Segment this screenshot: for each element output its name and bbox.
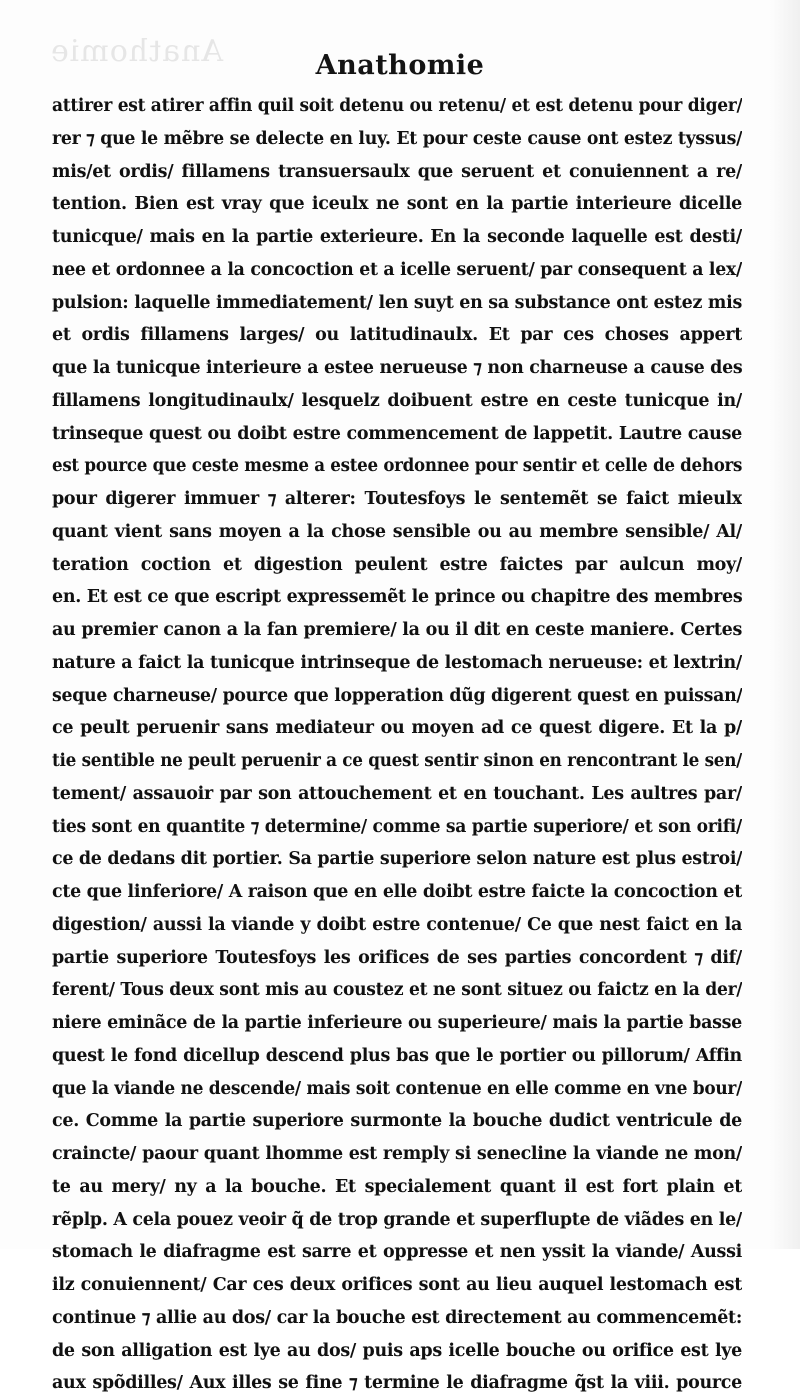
- text-line: partie superiore Toutesfoys les orifices de ses parties concordent ⁊ dif/: [52, 947, 742, 968]
- text-line: stomach le diafragme est sarre et oppresse et nen yssit la viande/ Aussi: [52, 1242, 742, 1263]
- text-line: ce peult peruenir sans mediateur ou moyen ad ce quest digere. Et la p/: [52, 718, 742, 739]
- text-line: quant vient sans moyen a la chose sensible ou au membre sensible/ Al/: [52, 521, 742, 542]
- text-line: continue ⁊ allie au dos/ car la bouche est directement au commencemẽt:: [52, 1307, 742, 1328]
- text-line: seque charneuse/ pource que lopperation dũg digerent quest en puissan/: [52, 685, 742, 706]
- text-line: est pource que ceste mesme a estee ordonnee pour sentir et celle de dehors: [52, 456, 742, 477]
- text-line: fillamens longitudinaulx/ lesquelz doibuent estre en ceste tunicque in/: [52, 390, 742, 411]
- text-line: et ordis fillamens larges/ ou latitudinaulx. Et par ces choses appert: [52, 325, 742, 346]
- text-line: ferent/ Tous deux sont mis au coustez et ne sont situez ou faictz en la der/: [52, 980, 742, 1001]
- text-line: ties sont en quantite ⁊ determine/ comme sa partie superiore/ et son orifi/: [52, 816, 742, 837]
- text-line: ilz conuiennent/ Car ces deux orifices sont au lieu auquel lestomach est: [52, 1275, 742, 1295]
- text-line: tie sentible ne peult peruenir a ce quest sentir sinon en rencontrant le sen/: [52, 751, 742, 771]
- text-line: mis/et ordis/ fillamens transuersaulx que seruent et conuiennent a re/: [52, 161, 742, 182]
- text-line: nee et ordonnee a la concoction et a icelle seruent/ par consequent a lex/: [52, 259, 742, 280]
- text-line: te au mery/ ny a la bouche. Et specialement quant il est fort plain et: [52, 1176, 742, 1197]
- page-edge-shadow: [770, 0, 800, 1249]
- text-line: attirer est atirer affin quil soit detenu ou retenu/ et est detenu pour diger/: [52, 96, 742, 116]
- text-line: cte que linferiore/ A raison que en elle doibt estre faicte la concoction et: [52, 882, 742, 902]
- text-line: teration coction et digestion peulent estre faictes par aulcun moy/: [52, 554, 742, 575]
- text-line: pulsion: laquelle immediatement/ len suyt en sa substance ont estez mis: [52, 292, 742, 313]
- text-line: aux spõdilles/ Aux illes se fine ⁊ termine le diafragme q̃st la viii. pource: [52, 1373, 742, 1394]
- text-line: digestion/ aussi la viande y doibt estre contenue/ Ce que nest faict en la: [52, 914, 742, 935]
- text-block: [52, 90, 742, 1400]
- text-line: que la tunicque interieure a estee nerueuse ⁊ non charneuse a cause des: [52, 358, 742, 378]
- text-line: craincte/ paour quant lhomme est remply si senecline la viande ne mon/: [52, 1144, 742, 1164]
- text-line: rer ⁊ que le mẽbre se delecte en luy. Et pour ceste cause ont estez tyssus/: [52, 128, 742, 149]
- text-line: tement/ assauoir par son attouchement et en touchant. Les aultres par/: [52, 783, 742, 804]
- text-line: nature a faict la tunicque intrinseque de lestomach nerueuse: et lextrin/: [52, 652, 742, 673]
- text-line: trinseque quest ou doibt estre commencement de lappetit. Lautre cause: [52, 423, 742, 444]
- text-line: ce. Comme la partie superiore surmonte la bouche dudict ventricule de: [52, 1111, 742, 1132]
- text-line: tention. Bien est vray que iceulx ne sont en la partie interieure dicelle: [52, 194, 742, 215]
- text-line: quest le fond dicellup descend plus bas que le portier ou pillorum/ Affin: [52, 1045, 742, 1066]
- text-line: que la viande ne descende/ mais soit contenue en elle comme en vne bour/: [52, 1078, 742, 1099]
- text-line: rẽplp. A cela pouez veoir q̃ de trop grande et superflupte de viãdes en le/: [52, 1209, 742, 1230]
- bleed-through-text: Anathomie: [50, 34, 224, 69]
- text-line: tunicque/ mais en la partie exterieure. En la seconde laquelle est desti/: [52, 227, 742, 247]
- text-line: au premier canon a la fan premiere/ la ou il dit en ceste maniere. Certes: [52, 620, 742, 640]
- text-line: pour digerer immuer ⁊ alterer: Toutesfoys le sentemẽt se faict mieulx: [52, 489, 742, 509]
- text-line: ce de dedans dit portier. Sa partie superiore selon nature est plus estroi/: [52, 849, 742, 870]
- text-line: en. Et est ce que escript expressemẽt le prince ou chapitre des membres: [52, 587, 742, 608]
- text-line: de son alligation est lye au dos/ puis aps icelle bouche ou orifice est lye: [52, 1340, 742, 1361]
- running-head: Anathomie: [315, 50, 485, 81]
- text-line: niere eminãce de la partie inferieure ou superieure/ mais la partie basse: [52, 1013, 742, 1033]
